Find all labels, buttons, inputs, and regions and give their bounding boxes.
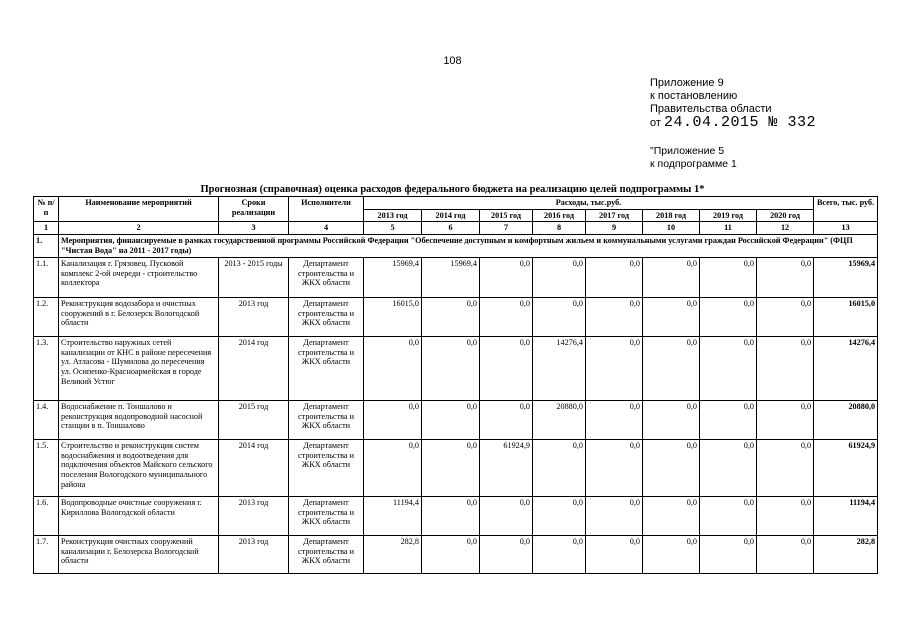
row-value: 11194,4 (364, 497, 422, 536)
row-value: 0,0 (757, 298, 814, 337)
row-total: 16015,0 (814, 298, 878, 337)
row-value: 0,0 (364, 440, 422, 497)
row-total: 282,8 (814, 536, 878, 574)
appendix-line: к постановлению (650, 90, 738, 102)
row-value: 0,0 (480, 536, 533, 574)
row-value: 0,0 (643, 258, 700, 298)
row-value: 0,0 (643, 298, 700, 337)
row-num: 1.2. (34, 298, 59, 337)
header-executors: Исполнители (289, 197, 364, 222)
row-value: 61924,9 (480, 440, 533, 497)
row-value: 0,0 (700, 337, 757, 401)
row-value: 0,0 (757, 258, 814, 298)
column-number: 10 (643, 222, 700, 235)
header-name: Наименование мероприятий (59, 197, 219, 222)
row-value: 0,0 (480, 298, 533, 337)
row-value: 0,0 (364, 337, 422, 401)
row-terms: 2014 год (219, 440, 289, 497)
column-number: 9 (586, 222, 643, 235)
row-value: 0,0 (700, 258, 757, 298)
table-row (34, 536, 878, 574)
page-number: 108 (443, 55, 462, 67)
document-title: Прогнозная (справочная) оценка расходов федерального бюджета на реализацию целей подпрограммы 1* (200, 184, 705, 195)
row-total: 15969,4 (814, 258, 878, 298)
row-total: 14276,4 (814, 337, 878, 401)
row-name: Водоснабжение п. Тоншалово и реконструкция водопроводной насосной станции в п. Тоншалово (59, 401, 219, 440)
row-value: 0,0 (757, 440, 814, 497)
column-number: 3 (219, 222, 289, 235)
row-terms: 2015 год (219, 401, 289, 440)
row-terms: 2013 год (219, 497, 289, 536)
expenses-table (33, 196, 878, 574)
row-value: 0,0 (586, 337, 643, 401)
row-value: 0,0 (757, 497, 814, 536)
table-row (34, 258, 878, 298)
row-num: 1.6. (34, 497, 59, 536)
row-value: 16015,0 (364, 298, 422, 337)
row-executor: Департамент строительства и ЖКХ области (289, 536, 364, 574)
row-value: 0,0 (422, 337, 480, 401)
row-value: 0,0 (422, 298, 480, 337)
row-value: 0,0 (757, 401, 814, 440)
row-terms: 2013 - 2015 годы (219, 258, 289, 298)
row-value: 0,0 (586, 258, 643, 298)
header-year: 2013 год (364, 209, 422, 222)
row-total: 20880,0 (814, 401, 878, 440)
header-terms: Сроки реализации (219, 197, 289, 222)
row-total: 11194,4 (814, 497, 878, 536)
row-value: 0,0 (422, 401, 480, 440)
section-row (34, 235, 878, 258)
column-number: 13 (814, 222, 878, 235)
row-name: Строительство наружных сетей канализации от КНС в районе пересечения ул. Атласова - Шумилова до пересечения ул. Осипенко-Красноармейская в городе Великий Устюг (59, 337, 219, 401)
appendix-block (650, 77, 816, 130)
header-year: 2017 год (586, 209, 643, 222)
section-num: 1. (34, 235, 59, 258)
column-number: 11 (700, 222, 757, 235)
row-executor: Департамент строительства и ЖКХ области (289, 440, 364, 497)
header-year: 2016 год (533, 209, 586, 222)
column-number: 8 (533, 222, 586, 235)
row-value: 0,0 (643, 401, 700, 440)
column-number: 7 (480, 222, 533, 235)
row-value: 0,0 (422, 536, 480, 574)
row-name: Реконструкция очистных сооружений канализации г. Белозерска Вологодской области (59, 536, 219, 574)
column-number: 12 (757, 222, 814, 235)
row-num: 1.7. (34, 536, 59, 574)
row-value: 0,0 (586, 536, 643, 574)
row-value: 0,0 (586, 440, 643, 497)
row-name: Канализация г. Грязовец. Пусковой комплекс 2-ой очереди - строительство коллектора (59, 258, 219, 298)
header-row (34, 197, 878, 210)
row-value: 0,0 (480, 258, 533, 298)
row-value: 0,0 (533, 536, 586, 574)
appendix-line: Правительства области (650, 103, 772, 115)
row-executor: Департамент строительства и ЖКХ области (289, 258, 364, 298)
row-value: 0,0 (586, 298, 643, 337)
appendix-line: Приложение 9 (650, 77, 724, 89)
row-value: 0,0 (480, 497, 533, 536)
row-value: 0,0 (643, 337, 700, 401)
row-value: 0,0 (533, 497, 586, 536)
row-name: Строительство и реконструкция систем водоснабжения и водоотведения для подключения объектов Майского сельского поселения Вологодского муниципального района (59, 440, 219, 497)
header-year: 2019 год (700, 209, 757, 222)
date-stamp: 24.04.2015 № 332 (663, 114, 817, 131)
row-value: 0,0 (480, 401, 533, 440)
appendix-date (650, 116, 816, 130)
row-terms: 2013 год (219, 298, 289, 337)
row-terms: 2013 год (219, 536, 289, 574)
header-year: 2014 год (422, 209, 480, 222)
row-executor: Департамент строительства и ЖКХ области (289, 401, 364, 440)
row-value: 0,0 (586, 497, 643, 536)
column-number: 4 (289, 222, 364, 235)
row-executor: Департамент строительства и ЖКХ области (289, 497, 364, 536)
row-value: 0,0 (643, 440, 700, 497)
row-name: Реконструкция водозабора и очистных сооружений в г. Белозерск Вологодской области (59, 298, 219, 337)
column-number: 2 (59, 222, 219, 235)
header-num: № п/п (34, 197, 59, 222)
row-value: 0,0 (643, 536, 700, 574)
column-number: 6 (422, 222, 480, 235)
header-year: 2020 год (757, 209, 814, 222)
row-value: 15969,4 (422, 258, 480, 298)
row-value: 0,0 (533, 298, 586, 337)
date-prefix: от (650, 117, 661, 129)
row-name: Водопроводные очистные сооружения г. Кириллова Вологодской области (59, 497, 219, 536)
row-value: 0,0 (700, 401, 757, 440)
row-value: 15969,4 (364, 258, 422, 298)
section-title: Мероприятия, финансируемые в рамках государственной программы Российской Федерации "Обеспечение доступным и комфортным жильем и коммунальными услугами граждан Российской Федерации" (ФЦП "Чистая Вода" на 2011 - 2017 годы) (59, 235, 878, 258)
row-value: 0,0 (643, 497, 700, 536)
column-number: 5 (364, 222, 422, 235)
table-row (34, 337, 878, 401)
table-row (34, 298, 878, 337)
row-terms: 2014 год (219, 337, 289, 401)
table-row (34, 440, 878, 497)
row-executor: Департамент строительства и ЖКХ области (289, 298, 364, 337)
header-year: 2018 год (643, 209, 700, 222)
header-total: Всего, тыс. руб. (814, 197, 878, 222)
row-num: 1.1. (34, 258, 59, 298)
row-value: 0,0 (700, 497, 757, 536)
row-value: 0,0 (422, 440, 480, 497)
row-value: 0,0 (480, 337, 533, 401)
row-value: 0,0 (700, 298, 757, 337)
row-value: 0,0 (533, 440, 586, 497)
appendix-sub-line: к подпрограмме 1 (650, 158, 737, 170)
appendix-sub-block (650, 145, 737, 171)
row-value: 0,0 (422, 497, 480, 536)
table-row (34, 497, 878, 536)
row-value: 0,0 (586, 401, 643, 440)
table-row (34, 401, 878, 440)
row-value: 0,0 (757, 337, 814, 401)
row-num: 1.4. (34, 401, 59, 440)
row-value: 14276,4 (533, 337, 586, 401)
column-number: 1 (34, 222, 59, 235)
row-value: 282,8 (364, 536, 422, 574)
row-value: 0,0 (700, 440, 757, 497)
row-executor: Департамент строительства и ЖКХ области (289, 337, 364, 401)
row-value: 0,0 (364, 401, 422, 440)
column-number-row (34, 222, 878, 235)
row-total: 61924,9 (814, 440, 878, 497)
header-expenses: Расходы, тыс.руб. (364, 197, 814, 210)
appendix-sub-line: "Приложение 5 (650, 145, 725, 157)
row-num: 1.3. (34, 337, 59, 401)
row-value: 20880,0 (533, 401, 586, 440)
row-value: 0,0 (757, 536, 814, 574)
row-num: 1.5. (34, 440, 59, 497)
row-value: 0,0 (700, 536, 757, 574)
row-value: 0,0 (533, 258, 586, 298)
header-year: 2015 год (480, 209, 533, 222)
